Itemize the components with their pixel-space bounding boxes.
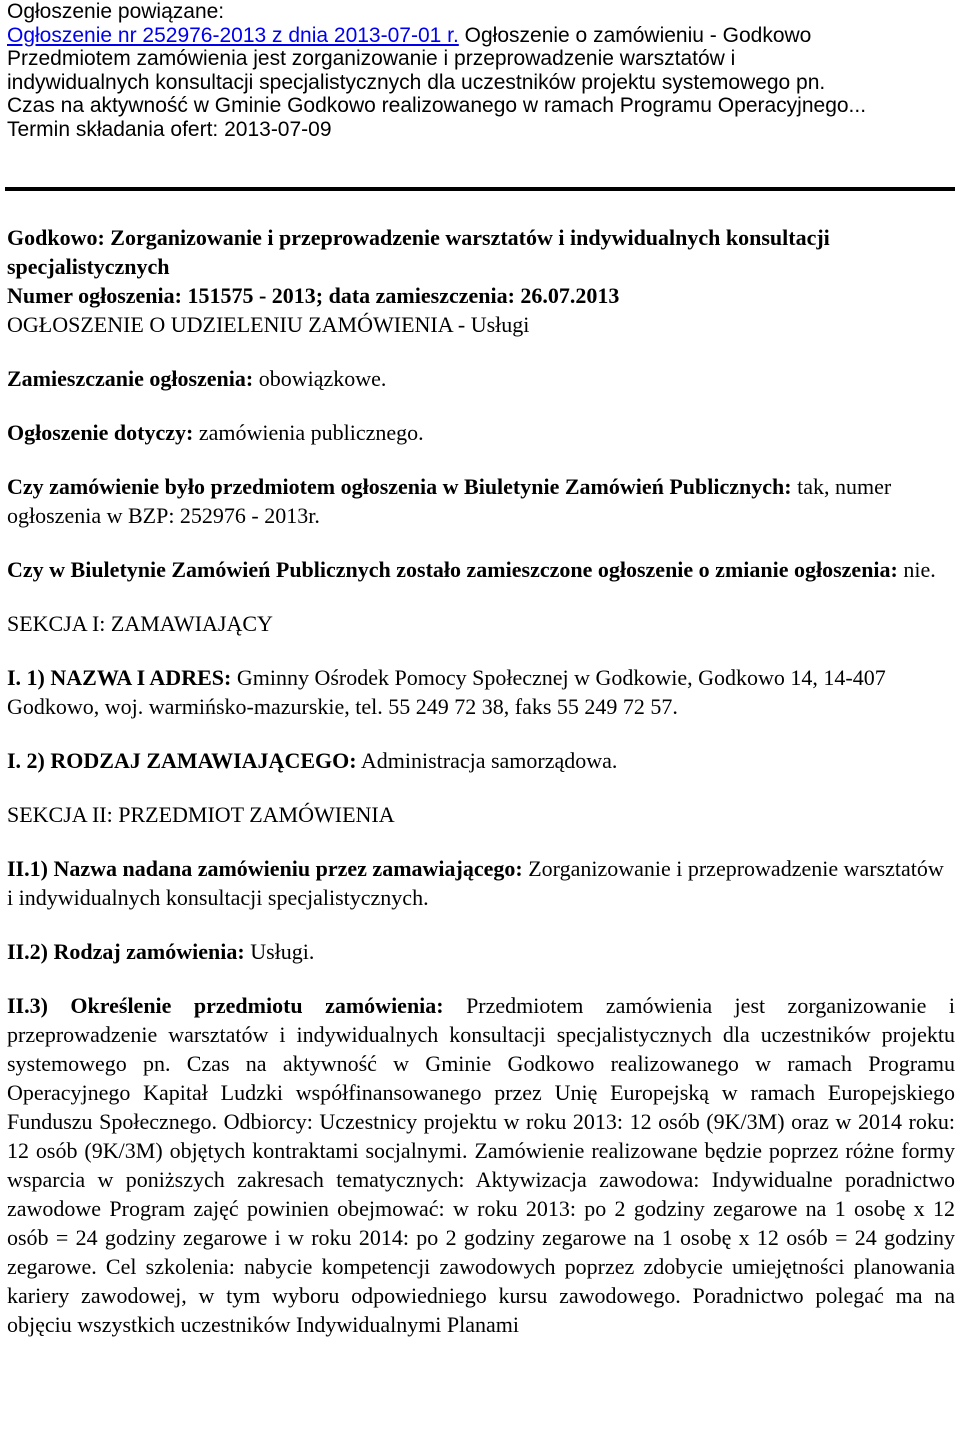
change-field — [7, 555, 955, 584]
concerns-label: Ogłoszenie dotyczy: — [7, 420, 194, 445]
related-link-after: Ogłoszenie o zamówieniu - Godkowo — [458, 23, 812, 47]
bzp-value: tak, numer ogłoszenia w BZP: 252976 - 2013r. — [7, 474, 892, 528]
related-desc-line-1: Przedmiotem zamówienia jest zorganizowanie i przeprowadzenie warsztatów i — [7, 47, 736, 71]
i1-label: I. 1) NAZWA I ADRES: — [7, 665, 232, 690]
i1-value: Gminny Ośrodek Pomocy Społecznej w Godkowie, Godkowo 14, 14-407 Godkowo, woj. warmińsko-mazurskie, tel. 55 249 72 38, faks 55 249 72 57. — [7, 665, 886, 719]
section-2-heading: SEKCJA II: PRZEDMIOT ZAMÓWIENIA — [7, 802, 395, 827]
related-label: Ogłoszenie powiązane: — [7, 0, 225, 23]
section-1-heading: SEKCJA I: ZAMAWIAJĄCY — [7, 611, 273, 636]
ii1-value: Zorganizowanie i przeprowadzenie warsztatów i indywidualnych konsultacji specjalistycznych. — [7, 856, 944, 910]
notice-title: Godkowo: Zorganizowanie i przeprowadzenie warsztatów i indywidualnych konsultacji specjalistycznych — [7, 225, 830, 279]
i2-value: Administracja samorządowa. — [356, 748, 618, 773]
mandatory-field — [7, 364, 955, 393]
section-ii2 — [7, 937, 955, 966]
horizontal-divider — [5, 187, 955, 191]
section-ii1 — [7, 854, 955, 912]
section-i2 — [7, 746, 955, 775]
section-i1 — [7, 663, 955, 721]
ii1-label: II.1) Nazwa nadana zamówieniu przez zamawiającego: — [7, 856, 523, 881]
related-notice-link[interactable]: Ogłoszenie nr 252976-2013 z dnia 2013-07-01 r. — [7, 23, 459, 47]
related-desc-line-3: Czas na aktywność w Gminie Godkowo realizowanego w ramach Programu Operacyjnego... — [7, 94, 867, 118]
notice-type-line: OGŁOSZENIE O UDZIELENIU ZAMÓWIENIA - Usługi — [7, 312, 530, 337]
change-label: Czy w Biuletynie Zamówień Publicznych zostało zamieszczone ogłoszenie o zmianie ogłoszenia: — [7, 557, 898, 582]
related-desc-line-2: indywidualnych konsultacji specjalistycznych dla uczestników projektu systemowego pn. — [7, 70, 826, 94]
related-notice — [7, 0, 953, 142]
change-value: nie. — [897, 557, 936, 582]
mandatory-label: Zamieszczanie ogłoszenia: — [7, 366, 254, 391]
concerns-value: zamówienia publicznego. — [193, 420, 424, 445]
section-ii3 — [7, 991, 955, 1339]
ii3-label: II.3) Określenie przedmiotu zamówienia: — [7, 993, 444, 1018]
bzp-field — [7, 472, 955, 530]
ii2-value: Usługi. — [244, 939, 315, 964]
bzp-label: Czy zamówienie było przedmiotem ogłoszenia w Biuletynie Zamówień Publicznych: — [7, 474, 792, 499]
ii3-value: Przedmiotem zamówienia jest zorganizowanie i przeprowadzenie warsztatów i indywidualnych konsultacji specjalistycznych dla uczestników projektu systemowego pn. Czas na aktywność w Gminie Godkowo realizowanego w ramach Programu Operacyjnego Kapitał Ludzki współfinansowanego przez Unię Europejską w ramach Europejskiego Funduszu Społecznego. Odbiorcy: Uczestnicy projektu w roku 2013: 12 osób (9K/3M) oraz w 2014 roku: 12 osób (9K/3M) objętych kontraktami socjalnymi. Zamówienie realizowane będzie poprzez różne formy wsparcia w poniższych zakresach tematycznych: Aktywizacja zawodowa: Indywidualne poradnictwo zawodowe Program zajęć powinien obejmować: w roku 2013: po 2 godziny zegarowe na 1 osobę x 12 osób = 24 godziny zegarowe i w roku 2014: po 2 godziny zegarowe na 1 osobę x 12 osób = 24 godziny zegarowe. Cel szkolenia: nabycie kompetencji zawodowych poprzez zdobycie umiejętności planowania kariery zawodowej, w tym wyboru odpowiedniego kursu zawodowego. Poradnictwo polegać ma na objęciu wszystkich uczestników Indywidualnymi Planami — [7, 993, 955, 1337]
related-link-line — [7, 24, 953, 48]
notice-document — [7, 223, 955, 1364]
i2-label: I. 2) RODZAJ ZAMAWIAJĄCEGO: — [7, 748, 357, 773]
related-deadline: Termin składania ofert: 2013-07-09 — [7, 117, 332, 141]
notice-number-line: Numer ogłoszenia: 151575 - 2013; data zamieszczenia: 26.07.2013 — [7, 283, 620, 308]
mandatory-value: obowiązkowe. — [253, 366, 387, 391]
concerns-field — [7, 418, 955, 447]
ii2-label: II.2) Rodzaj zamówienia: — [7, 939, 245, 964]
